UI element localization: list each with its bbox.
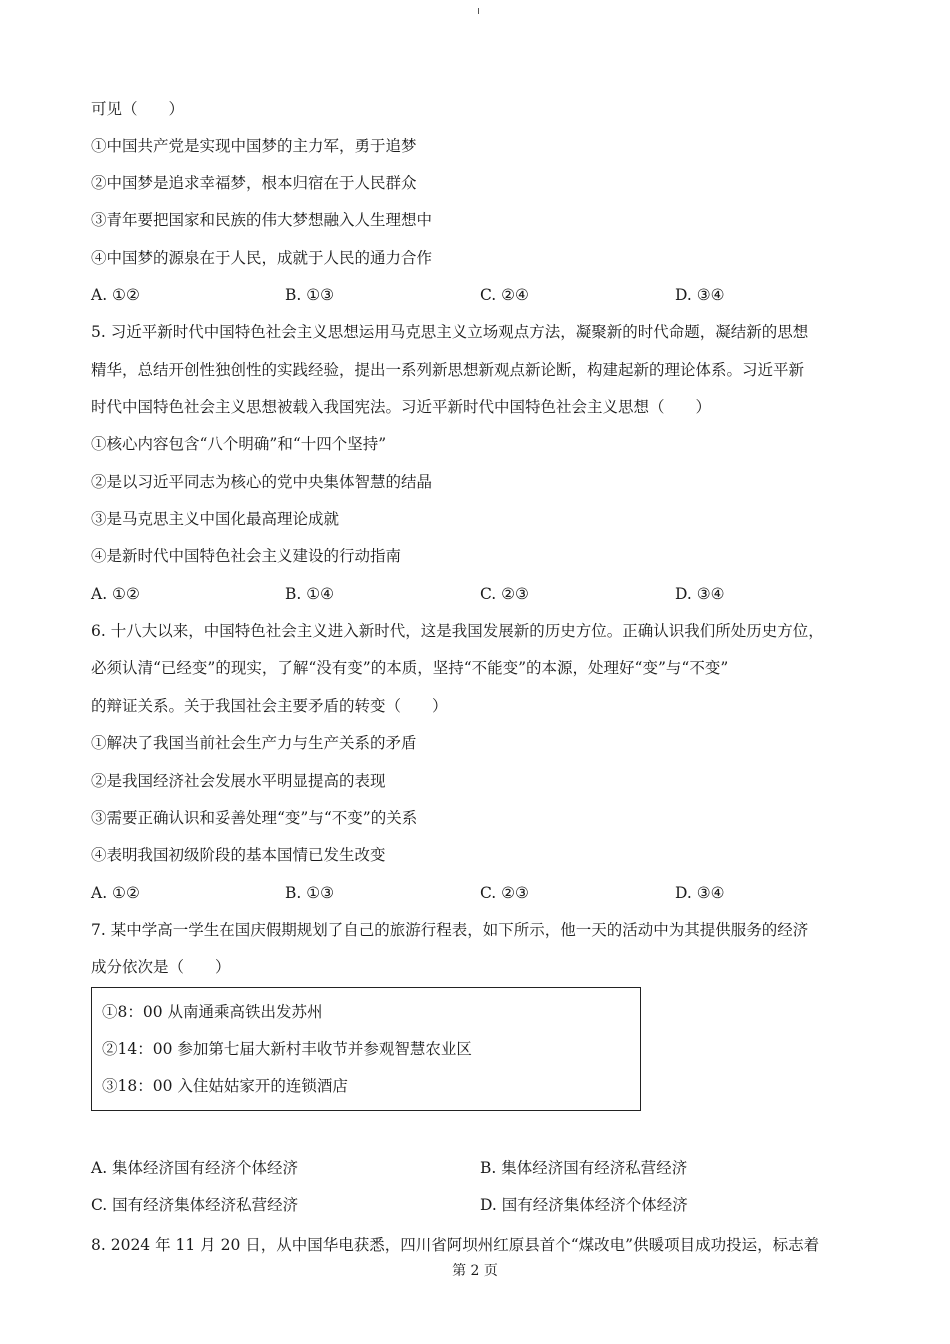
q5-item-3: ③是马克思主义中国化最高理论成就: [91, 510, 340, 528]
q7-stem-line-1: 7. 某中学高一学生在国庆假期规划了自己的旅游行程表，如下所示，他一天的活动中为其提供服务的经济: [91, 921, 809, 939]
itinerary-box: [91, 987, 641, 1111]
q6-stem-line-3: 的辩证关系。关于我国社会主要矛盾的转变（ ）: [91, 697, 448, 715]
q5-option-c: C. ②③: [480, 585, 529, 603]
q5-stem-line-1: 5. 习近平新时代中国特色社会主义思想运用马克思主义立场观点方法，凝聚新的时代命题，凝结新的思想: [91, 323, 809, 341]
page-number: 第 2 页: [452, 1263, 498, 1279]
q4-item-1: ①中国共产党是实现中国梦的主力军，勇于追梦: [91, 137, 417, 155]
q4-option-b: B. ①③: [285, 286, 335, 304]
q6-stem-line-2: 必须认清“已经变”的现实，了解“没有变”的本质，坚持“不能变”的本源，处理好“变”与“不变”: [91, 659, 729, 677]
itinerary-item-3: ③18：00 入住姑姑家开的连锁酒店: [102, 1077, 348, 1095]
q6-option-a: A. ①②: [91, 884, 140, 902]
q7-option-d: D. 国有经济集体经济个体经济: [480, 1196, 688, 1214]
top-tick-mark: [478, 8, 479, 14]
q7-option-c: C. 国有经济集体经济私营经济: [91, 1196, 299, 1214]
q5-item-1: ①核心内容包含“八个明确”和“十四个坚持”: [91, 435, 387, 453]
q4-item-3: ③青年要把国家和民族的伟大梦想融入人生理想中: [91, 211, 433, 229]
q4-item-4: ④中国梦的源泉在于人民，成就于人民的通力合作: [91, 249, 433, 267]
q6-item-1: ①解决了我国当前社会生产力与生产关系的矛盾: [91, 734, 417, 752]
itinerary-item-1: ①8：00 从南通乘高铁出发苏州: [102, 1003, 323, 1021]
q5-item-4: ④是新时代中国特色社会主义建设的行动指南: [91, 547, 402, 565]
q4-stem-tail: 可见（ ）: [91, 100, 185, 118]
q6-option-d: D. ③④: [675, 884, 725, 902]
q4-option-c: C. ②④: [480, 286, 529, 304]
q6-option-c: C. ②③: [480, 884, 529, 902]
q8-stem-line-1: 8. 2024 年 11 月 20 日，从中国华电获悉，四川省阿坝州红原县首个“煤改电”供暖项目成功投运，标志着: [91, 1236, 820, 1254]
q5-stem-line-3: 时代中国特色社会主义思想被载入我国宪法。习近平新时代中国特色社会主义思想（ ）: [91, 398, 712, 416]
q5-stem-line-2: 精华，总结开创性独创性的实践经验，提出一系列新思想新观点新论断，构建起新的理论体系。习近平新: [91, 361, 805, 379]
q6-stem-line-1: 6. 十八大以来，中国特色社会主义进入新时代，这是我国发展新的历史方位。正确认识我们所处历史方位，: [91, 622, 824, 640]
q5-option-b: B. ①④: [285, 585, 335, 603]
q6-option-b: B. ①③: [285, 884, 335, 902]
q6-item-4: ④表明我国初级阶段的基本国情已发生改变: [91, 846, 386, 864]
q7-option-b: B. 集体经济国有经济私营经济: [480, 1159, 688, 1177]
q7-option-a: A. 集体经济国有经济个体经济: [91, 1159, 299, 1177]
itinerary-item-2: ②14：00 参加第七届大新村丰收节并参观智慧农业区: [102, 1040, 472, 1058]
q4-option-d: D. ③④: [675, 286, 725, 304]
q7-stem-line-2: 成分依次是（ ）: [91, 958, 231, 976]
q5-option-a: A. ①②: [91, 585, 140, 603]
q6-item-3: ③需要正确认识和妥善处理“变”与“不变”的关系: [91, 809, 418, 827]
q6-item-2: ②是我国经济社会发展水平明显提高的表现: [91, 772, 386, 790]
q5-item-2: ②是以习近平同志为核心的党中央集体智慧的结晶: [91, 473, 433, 491]
q5-option-d: D. ③④: [675, 585, 725, 603]
q4-option-a: A. ①②: [91, 286, 140, 304]
q4-item-2: ②中国梦是追求幸福梦，根本归宿在于人民群众: [91, 174, 417, 192]
